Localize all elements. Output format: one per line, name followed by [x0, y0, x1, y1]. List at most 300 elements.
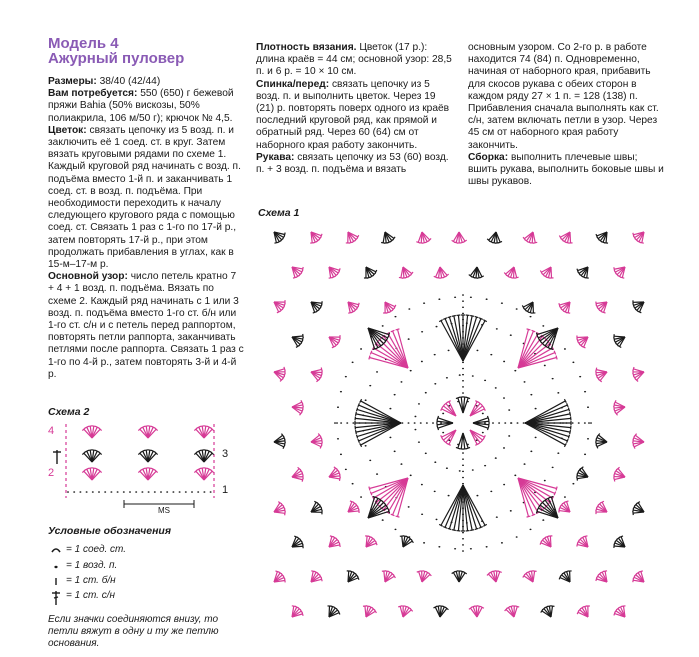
stitch-mark — [537, 506, 539, 510]
chain-stitch — [514, 475, 516, 477]
chain-stitch — [414, 422, 416, 424]
pattern-label: Основной узор: — [48, 271, 128, 283]
chain-stitch — [408, 506, 410, 508]
chain-stitch — [462, 501, 464, 503]
stitch-mark — [204, 426, 208, 427]
scheme2-label: Схема 2 — [48, 406, 90, 418]
chain-stitch — [394, 316, 396, 318]
chain-stitch — [376, 473, 378, 475]
stitch-mark — [148, 450, 152, 451]
stitch-mark — [144, 468, 148, 469]
chain-stitch — [394, 394, 396, 396]
header — [48, 36, 248, 66]
stitch-mark — [332, 346, 336, 348]
stitch-mark — [559, 236, 561, 240]
chain-stitch — [462, 337, 464, 339]
stitch-mark — [537, 336, 539, 340]
stitch-mark — [470, 530, 474, 531]
stitch-mark — [533, 571, 537, 572]
chain-stitch — [401, 422, 403, 424]
stitch-fan — [382, 571, 396, 582]
stitch-mark — [92, 450, 96, 451]
stitch-mark — [207, 426, 211, 428]
slip-stitch-icon — [48, 544, 64, 559]
stitch-fan — [348, 302, 359, 313]
stitch-fan — [400, 536, 414, 547]
chain-stitch — [462, 300, 464, 302]
stitch-fan — [274, 502, 285, 516]
chain-stitch — [490, 354, 492, 356]
stitch-mark — [356, 423, 401, 432]
stitch-mark — [454, 316, 463, 361]
scheme2-fan — [82, 468, 101, 480]
stitch-mark — [533, 571, 535, 582]
chain-stitch — [462, 520, 464, 522]
chain-stitch — [462, 538, 464, 540]
chain-stitch — [495, 387, 497, 389]
legend-item — [48, 590, 248, 606]
chain-stitch — [442, 432, 444, 434]
chain-stitch — [462, 362, 464, 364]
scheme2-chain — [104, 491, 106, 493]
scheme2-chain — [123, 491, 125, 493]
pattern-paragraph — [48, 271, 244, 381]
chain-stitch — [541, 422, 543, 424]
stitch-mark — [540, 270, 542, 274]
stitch-fan — [596, 433, 607, 448]
stitch-mark — [596, 234, 597, 238]
stitch-mark — [525, 423, 570, 432]
chain-stitch — [462, 471, 464, 473]
stitch-mark — [356, 412, 357, 416]
stitch-mark — [584, 536, 588, 537]
stitch-fan — [274, 434, 285, 449]
chain-stitch — [352, 361, 354, 363]
chain-stitch — [484, 380, 486, 382]
stitch-fan — [505, 606, 520, 617]
chain-stitch — [516, 308, 518, 310]
stitch-mark — [554, 351, 556, 355]
stitch-mark — [370, 351, 372, 355]
stitch-mark — [376, 497, 380, 499]
stitch-fan — [577, 267, 589, 278]
stitch-fan — [274, 300, 285, 313]
chain-stitch — [516, 536, 518, 538]
sleeve-paragraph — [256, 152, 456, 176]
chain-stitch — [486, 298, 488, 300]
density-paragraph — [256, 42, 456, 79]
stitch-mark — [148, 426, 152, 427]
chain-stitch — [434, 383, 436, 385]
stitch-fan — [399, 267, 413, 278]
stitch-mark — [600, 501, 604, 503]
center-fan — [456, 433, 470, 449]
chain-stitch — [425, 452, 427, 454]
stitch-mark — [475, 528, 479, 529]
stitch-fan — [311, 433, 322, 448]
stitch-fan — [398, 606, 412, 617]
stitch-mark — [151, 426, 155, 428]
stitch-mark — [376, 541, 377, 545]
chain-stitch — [584, 454, 586, 456]
stitch-fan — [523, 232, 537, 243]
chain-stitch — [503, 447, 505, 449]
stitch-fan — [614, 606, 626, 617]
chain-stitch — [423, 302, 425, 304]
stitch-mark — [200, 468, 204, 469]
stitch-mark — [532, 330, 536, 332]
chain-stitch — [410, 475, 412, 477]
stitch-mark — [466, 397, 470, 398]
stitch-mark — [358, 403, 360, 407]
stitch-mark — [141, 468, 145, 470]
scheme2-row-4: 4 — [48, 425, 55, 437]
stitch-mark — [564, 399, 566, 403]
stitch-mark — [470, 316, 474, 317]
stitch-fan — [327, 606, 339, 617]
stitch-mark — [559, 303, 560, 307]
stitch-fan — [596, 501, 607, 514]
density-value: Цветок (17 р.): длина краёв = 44 см; основной узор: 28,5 п. и 6 р. = 10 × 10 см. — [256, 42, 452, 78]
chain-stitch — [420, 422, 422, 424]
chain-stitch — [438, 298, 440, 300]
chain-stitch — [524, 463, 526, 465]
stitch-mark — [95, 426, 99, 428]
assembly-value: выполнить плечевые швы; вшить рукава, выполнить боковые швы и швы рукавов. — [468, 151, 664, 188]
stitch-mark — [454, 485, 463, 530]
stitch-mark — [348, 312, 352, 313]
chain-stitch — [400, 463, 402, 465]
stitch-mark — [360, 443, 362, 447]
scheme2-fan — [82, 450, 101, 462]
stitch-fan — [633, 367, 644, 382]
chain-stitch — [462, 532, 464, 534]
stitch-mark — [85, 450, 89, 452]
need-value: 550 (650) г бежевой пряжи Bahia (50% вискозы, 50% полиакрила, 106 м/50 г); крючок № 4,5. — [48, 88, 234, 124]
legend-item — [48, 544, 248, 558]
left-column — [48, 76, 244, 381]
scheme2-chain — [172, 491, 174, 493]
stitch-mark — [369, 487, 370, 491]
stitch-mark — [447, 528, 451, 529]
stitch-fan — [292, 400, 303, 415]
scheme2-chain — [197, 491, 199, 493]
chain-stitch — [369, 460, 371, 462]
chain-stitch — [510, 510, 512, 512]
stitch-mark — [141, 426, 145, 428]
scheme2-fan — [138, 426, 157, 438]
chain-stitch — [432, 422, 434, 424]
chain-stitch — [544, 365, 546, 367]
chain-stitch — [462, 477, 464, 479]
stitch-fan — [540, 536, 552, 547]
chain-stitch — [503, 361, 505, 363]
chain-stitch — [462, 464, 464, 466]
stitch-fan — [452, 571, 467, 582]
scheme2-chain — [73, 491, 75, 493]
legend-text: = 1 ст. с/н — [66, 590, 116, 601]
chain-stitch — [440, 422, 442, 424]
stitch-mark — [484, 407, 486, 411]
stitch-mark — [456, 447, 460, 448]
stitch-mark — [527, 516, 531, 517]
stitch-mark — [95, 468, 99, 470]
chain-stitch — [578, 422, 580, 424]
stitch-fan — [329, 536, 340, 547]
chain-stitch — [542, 325, 544, 327]
legend-text: = 1 соед. ст. — [66, 544, 127, 555]
chain-stitch — [498, 422, 500, 424]
stitch-mark — [596, 368, 597, 372]
stitch-fan — [633, 232, 644, 243]
stitch-mark — [639, 571, 643, 572]
stitch-mark — [313, 312, 317, 313]
stitch-mark — [554, 492, 556, 496]
chain-stitch — [389, 408, 391, 410]
scheme2-fan — [194, 426, 213, 438]
scheme2-chain — [129, 491, 131, 493]
stitch-mark — [148, 468, 152, 469]
flower-value: связать цепочку из 5 возд. п. и заключить её 1 соед. ст. в круг. Затем вязать круговыми рядами по схеме 1. Каждый круговой ряд начинать с возд. п. подъёма вместо 1-й п. и заканчивать 1 соед. ст. в возд. п. подъёма. При необходимости переходить к началу следующего кругового ряда с помощью соед. ст. Связать 1 раз с 1-го по 17-й р., затем повторять 17-й р., при этом продолжать прибавления в углах, как в 15-м–17-м р. — [48, 124, 241, 271]
chain-stitch — [508, 409, 510, 411]
chain-stitch — [472, 375, 474, 377]
center-fan — [473, 416, 489, 430]
stitch-mark — [447, 316, 451, 317]
chain-stitch — [340, 422, 342, 424]
sizes-paragraph — [48, 76, 244, 88]
chain-stitch — [510, 334, 512, 336]
chain-stitch — [352, 483, 354, 485]
stitch-mark — [525, 414, 570, 423]
chain-stitch — [442, 413, 444, 415]
chain-stitch — [462, 544, 464, 546]
stitch-mark — [399, 277, 403, 278]
sleeve-value: связать цепочку из 53 (60) возд. п. + 3 возд. п. подъёма и вязать — [256, 151, 449, 176]
stitch-mark — [339, 477, 340, 481]
chain-stitch — [503, 484, 505, 486]
chain-stitch — [482, 432, 484, 434]
chain-stitch — [587, 438, 589, 440]
chain-stitch — [462, 386, 464, 388]
stitch-mark — [85, 426, 89, 428]
stitch-mark — [527, 329, 531, 330]
stitch-mark — [622, 606, 626, 607]
chain-stitch — [557, 392, 559, 394]
stitch-mark — [480, 606, 484, 608]
flower-paragraph — [48, 125, 244, 271]
chain-stitch — [462, 306, 464, 308]
chain-stitch — [584, 391, 586, 393]
chain-stitch — [462, 343, 464, 345]
chain-stitch — [552, 378, 554, 380]
chain-stitch — [472, 469, 474, 471]
scheme2-chain — [86, 491, 88, 493]
chain-stitch — [346, 422, 348, 424]
chain-stitch — [530, 451, 532, 453]
stitch-fan — [577, 606, 590, 617]
chain-stitch — [360, 496, 362, 498]
stitch-mark — [302, 612, 303, 616]
stitch-fan — [433, 606, 448, 617]
chain-stitch — [408, 536, 410, 538]
chain-stitch — [371, 422, 373, 424]
scheme2-chain — [135, 491, 137, 493]
chain-stitch — [459, 374, 461, 376]
stitch-mark — [475, 401, 479, 403]
stitch-mark — [204, 468, 208, 469]
stitch-mark — [370, 492, 372, 496]
stitch-mark — [356, 435, 357, 439]
chain-stitch — [340, 454, 342, 456]
chain-stitch — [476, 350, 478, 352]
chain-stitch — [462, 374, 464, 376]
chain-stitch — [394, 451, 396, 453]
stitch-mark — [320, 445, 322, 449]
stitch-mark — [546, 497, 550, 499]
chain-stitch — [508, 435, 510, 437]
stitch-fan — [633, 300, 644, 313]
stitch-fan — [559, 302, 570, 313]
model-number: Модель 4 — [48, 35, 119, 52]
stitch-mark — [141, 450, 145, 452]
chain-stitch — [553, 422, 555, 424]
stitch-mark — [483, 320, 487, 322]
chain-stitch — [484, 422, 486, 424]
back-label: Спинка/перед: — [256, 78, 330, 90]
stitch-mark — [614, 400, 616, 404]
stitch-mark — [633, 367, 634, 371]
stitch-fan — [596, 302, 607, 314]
density-label: Плотность вязания. — [256, 42, 357, 53]
legend-text: = 1 возд. п. — [66, 560, 118, 571]
pattern-value: число петель кратно 7 + 4 + 1 возд. п. подъёма. Вязать по схеме 2. Каждый ряд начинать с 1 или 3 возд. п. подъёма вместо 1-го ст. б/н или 1-го ст. с/н и с петель перед раппортом, повторять петли раппорта, заканчивать петлями после раппорта. Связать 1 раз с 1-го по 4-й р., затем повторять 3-й и 4-й р. — [48, 271, 244, 380]
stitch-fan — [614, 536, 625, 548]
stitch-fan — [329, 335, 340, 348]
single-crochet-icon — [48, 575, 64, 590]
stitch-mark — [475, 316, 479, 317]
legend-item — [48, 560, 248, 574]
stitch-mark — [383, 232, 385, 243]
chain-stitch — [436, 519, 438, 521]
chain-stitch — [421, 361, 423, 363]
scheme2-ms-label: MS — [158, 506, 170, 515]
chain-stitch — [436, 326, 438, 328]
stitch-mark — [484, 435, 486, 439]
stitch-fan — [383, 302, 396, 313]
stitch-fan — [329, 467, 340, 481]
stitch-fan — [577, 536, 588, 547]
chain-stitch — [448, 495, 450, 497]
chain-stitch — [389, 422, 391, 424]
stitch-fan — [363, 606, 376, 617]
chain-stitch — [421, 331, 423, 333]
sleeve-continuation: основным узором. Со 2-го р. в работе находится 74 (84) п. Одновременно, начиная от наборного края, прибавить для скосов рукава с обеих сторон в каждом ряду 27 × 1 п. = 128 (138) п. Прибавления сначала выполнять как ст. с/н, затем включать петли в узор. Через 45 см от наборного края работу закончить. — [468, 42, 659, 151]
stitch-mark — [483, 524, 487, 526]
stitch-mark — [565, 501, 569, 502]
chain-stitch — [501, 542, 503, 544]
chain-stitch — [514, 370, 516, 372]
stitch-mark — [596, 370, 607, 372]
chain-stitch — [462, 368, 464, 370]
stitch-mark — [197, 468, 201, 470]
chain-stitch — [376, 371, 378, 373]
stitch-mark — [200, 450, 204, 451]
stitch-mark — [387, 506, 389, 510]
chain-stitch — [426, 422, 428, 424]
chain-stitch — [408, 308, 410, 310]
chain-stitch — [434, 491, 436, 493]
chain-stitch — [486, 546, 488, 548]
chain-stitch — [408, 422, 410, 424]
chain-stitch — [425, 392, 427, 394]
chain-stitch — [544, 480, 546, 482]
stitch-fan — [614, 267, 625, 278]
legend-text: = 1 ст. б/н — [66, 575, 116, 586]
stitch-mark — [441, 407, 443, 411]
stitch-fan — [559, 501, 570, 513]
stitch-mark — [338, 611, 340, 615]
chain-stitch — [462, 331, 464, 333]
chain-stitch — [462, 507, 464, 509]
chain-stitch — [423, 542, 425, 544]
stitch-mark — [369, 356, 370, 360]
scheme1-diagram — [262, 218, 664, 648]
assembly-label: Сборка: — [468, 151, 509, 163]
stitch-fan — [469, 606, 484, 617]
chain-stitch — [462, 452, 464, 454]
scheme2-fan — [138, 468, 157, 480]
chain-stitch — [345, 376, 347, 378]
stitch-fan — [274, 232, 285, 243]
stitch-mark — [197, 426, 201, 428]
stitch-mark — [416, 242, 420, 243]
stitch-mark — [487, 426, 488, 430]
chain-stitch — [365, 399, 367, 401]
model-name: Ажурный пуловер — [48, 50, 185, 67]
chain-stitch — [454, 296, 456, 298]
sizes-value: 38/40 (42/44) — [99, 76, 161, 87]
stitch-mark — [546, 347, 550, 349]
stitch-mark — [568, 435, 569, 439]
scheme2-chain — [117, 491, 119, 493]
chain-stitch — [572, 483, 574, 485]
scheme2-chain — [141, 491, 143, 493]
stitch-mark — [577, 269, 578, 273]
stitch-mark — [437, 416, 438, 420]
stitch-fan — [596, 232, 608, 243]
stitch-fan — [381, 232, 395, 243]
chain-stitch — [394, 529, 396, 531]
stitch-mark — [498, 571, 502, 572]
stitch-fan — [452, 232, 467, 243]
stitch-fan — [633, 434, 644, 449]
chain-stitch — [377, 422, 379, 424]
stitch-mark — [391, 330, 395, 332]
stitch-fan — [559, 571, 572, 582]
stitch-mark — [321, 577, 322, 581]
chain-stitch — [547, 422, 549, 424]
stitch-fan — [292, 606, 303, 617]
stitch-mark — [302, 478, 303, 482]
chain-stitch — [462, 495, 464, 497]
stitch-mark — [274, 512, 285, 513]
stitch-mark — [479, 318, 483, 320]
chain-stitch — [382, 325, 384, 327]
back-value: связать цепочку из 5 возд. п. и выполнить цветок. Через 19 (21) р. повторять поверх одного из краёв последний круговой ряд, как прямой и обратный ряд. Через 60 (64) см от наборного края работу закончить. — [256, 78, 450, 151]
stitch-mark — [274, 242, 278, 243]
stitch-fan — [292, 334, 303, 347]
stitch-fan — [274, 571, 285, 583]
